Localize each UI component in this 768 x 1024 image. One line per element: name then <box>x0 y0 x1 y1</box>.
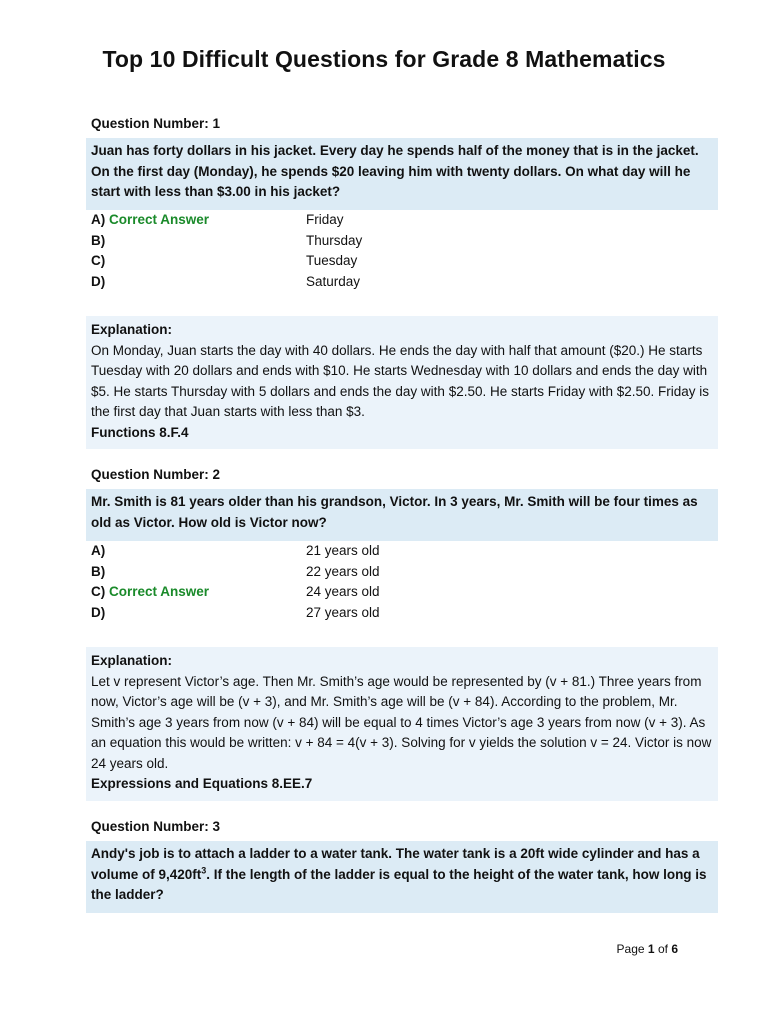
answer-row <box>91 210 691 231</box>
standard-label: Expressions and Equations 8.EE.7 <box>91 776 313 791</box>
answer-value: 24 years old <box>306 584 380 599</box>
question-text: Mr. Smith is 81 years older than his grandson, Victor. In 3 years, Mr. Smith will be four times as old as Victor. How old is Victor now? <box>91 494 698 530</box>
explanation-box <box>86 316 718 449</box>
correct-answer-marker: Correct Answer <box>109 584 210 599</box>
answer-row <box>91 603 691 624</box>
answer-row <box>91 251 691 272</box>
document-title: Top 10 Difficult Questions for Grade 8 Mathematics <box>102 46 666 72</box>
answer-list <box>91 210 691 292</box>
question-number-label: Question Number: 3 <box>91 819 221 834</box>
explanation-box <box>86 647 718 801</box>
answer-row <box>91 582 691 603</box>
explanation-label: Explanation: <box>91 322 173 337</box>
of-word: of <box>657 942 668 956</box>
question-number-label: Question Number: 1 <box>91 116 221 131</box>
page-footer <box>617 942 678 956</box>
explanation-label: Explanation: <box>91 653 173 668</box>
answer-letter: A) <box>91 543 106 558</box>
answer-value: Tuesday <box>306 253 358 268</box>
page-total: 6 <box>671 942 678 956</box>
explanation-text: Let v represent Victor’s age. Then Mr. Smith’s age would be represented by (v + 81.) Three years from now, Victor’s age will be (v + 3), and Mr. Smith’s age will be (v + 84). According to the problem, Mr. Smith’s age 3 years from now (v + 84) will be equal to 4 times Victor’s age 3 years from now (v + 3). As an equation this would be written: v + 84 = 4(v + 3). Solving for v yields the solution v = 24. Victor is now 24 years old. <box>91 673 712 771</box>
question-text-box <box>86 138 718 210</box>
explanation-text: On Monday, Juan starts the day with 40 dollars. He ends the day with half that amount ($20.) He starts Tuesday with 20 dollars and ends with $10. He starts Wednesday with 10 dollars and ends the day with $5. He starts Thursday with 5 dollars and ends the day with $2.50. He starts Friday with $2.50. Friday is the first day that Juan starts with less than $3. <box>91 342 710 419</box>
page-word: Page <box>616 942 645 956</box>
answer-letter: C) <box>91 253 106 268</box>
answer-letter: D) <box>91 273 106 289</box>
question-text-box <box>86 489 718 541</box>
answer-value: 21 years old <box>306 543 380 558</box>
answer-value: 27 years old <box>306 604 380 620</box>
answer-row <box>91 231 691 252</box>
answer-letter: A) <box>91 212 106 227</box>
question-text-box <box>86 841 718 913</box>
answer-letter: B) <box>91 232 106 248</box>
question-text: Juan has forty dollars in his jacket. Every day he spends half of the money that is in the jacket. On the first day (Monday), he spends $20 leaving him with twenty dollars. On what day will he start with less than $3.00 in his jacket? <box>91 143 699 199</box>
correct-answer-marker: Correct Answer <box>109 212 210 227</box>
answer-letter: D) <box>91 604 106 620</box>
question-number-label: Question Number: 2 <box>91 467 221 482</box>
answer-list <box>91 541 691 623</box>
answer-letter: C) <box>91 584 106 599</box>
answer-value: 22 years old <box>306 563 380 579</box>
answer-letter: B) <box>91 563 106 579</box>
answer-value: Friday <box>306 212 344 227</box>
standard-label: Functions 8.F.4 <box>91 424 189 440</box>
answer-value: Thursday <box>306 232 363 248</box>
page-current: 1 <box>647 942 655 956</box>
question-text: Andy's job is to attach a ladder to a water tank. The water tank is a 20ft wide cylinder and has a volume of 9,420ft <box>91 846 700 882</box>
superscript: 3 <box>201 865 207 875</box>
answer-row <box>91 541 691 562</box>
answer-row <box>91 562 691 583</box>
answer-value: Saturday <box>306 273 361 289</box>
answer-row <box>91 272 691 293</box>
question-text-continued: . If the length of the ladder is equal to the height of the water tank, how long is the ladder? <box>91 866 707 902</box>
